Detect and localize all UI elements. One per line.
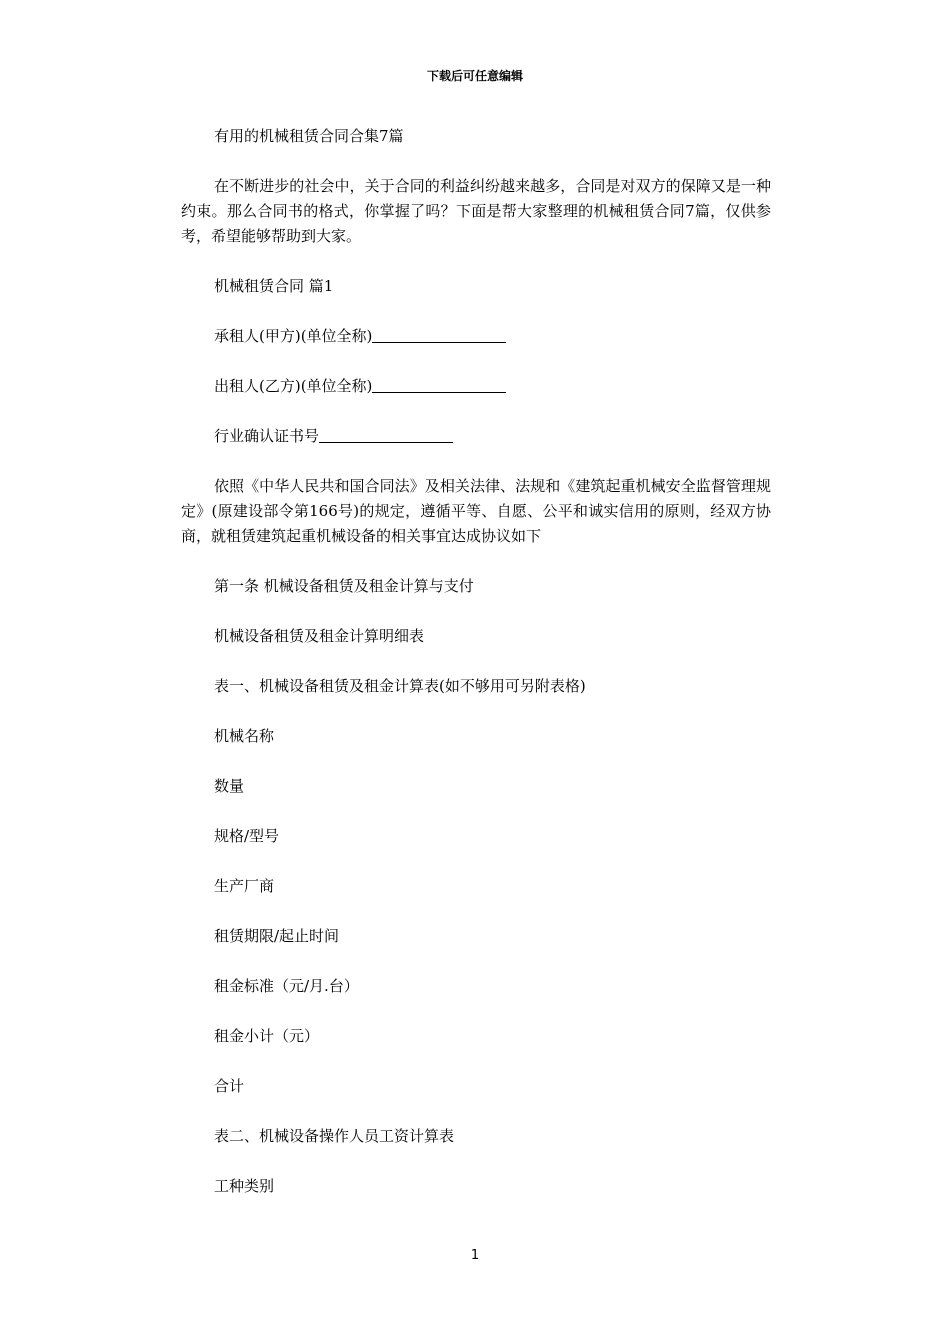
page-number: 1 — [470, 1248, 480, 1263]
section-heading: 机械租赁合同 篇1 — [214, 277, 334, 295]
table1-column-period: 租赁期限/起止时间 — [214, 927, 340, 945]
table1-column-model: 规格/型号 — [214, 827, 280, 845]
table2-column-job-type: 工种类别 — [214, 1177, 275, 1195]
table2-title: 表二、机械设备操作人员工资计算表 — [214, 1127, 455, 1145]
table1-column-rate: 租金标准（元/月.台） — [214, 977, 359, 995]
document-body — [181, 124, 771, 1224]
article-1-heading: 第一条 机械设备租赁及租金计算与支付 — [214, 577, 474, 595]
table1-column-name: 机械名称 — [214, 727, 275, 745]
lessor-label: 出租人(乙方)(单位全称) — [214, 377, 373, 395]
lessee-label: 承租人(甲方)(单位全称) — [214, 327, 373, 345]
lessee-blank-line — [372, 328, 506, 343]
basis-paragraph: 依照《中华人民共和国合同法》及相关法律、法规和《建筑起重机械安全监督管理规定》(原建设部令第166号)的规定，遵循平等、自愿、公平和诚实信用的原则，经双方协商，就租赁建筑起重机械设备的相关事宜达成协议如下 — [181, 477, 771, 545]
table1-column-total: 合计 — [214, 1077, 245, 1095]
cert-label: 行业确认证书号 — [214, 427, 320, 445]
table1-column-manufacturer: 生产厂商 — [214, 877, 275, 895]
table1-column-subtotal: 租金小计（元） — [214, 1027, 320, 1045]
lessee-field — [181, 324, 771, 349]
intro-paragraph: 在不断进步的社会中，关于合同的利益纠纷越来越多，合同是对双方的保障又是一种约束。那么合同书的格式，你掌握了吗？下面是帮大家整理的机械租赁合同7篇，仅供参考，希望能够帮助到大家。 — [181, 177, 771, 245]
detail-table-title: 机械设备租赁及租金计算明细表 — [214, 627, 425, 645]
table1-title: 表一、机械设备租赁及租金计算表(如不够用可另附表格) — [214, 677, 586, 695]
document-title: 有用的机械租赁合同合集7篇 — [214, 127, 404, 145]
cert-field — [181, 424, 771, 449]
lessor-blank-line — [372, 378, 506, 393]
lessor-field — [181, 374, 771, 399]
table1-column-quantity: 数量 — [214, 777, 245, 795]
page-header: 下载后可任意编辑 — [426, 69, 523, 83]
cert-blank-line — [319, 428, 453, 443]
